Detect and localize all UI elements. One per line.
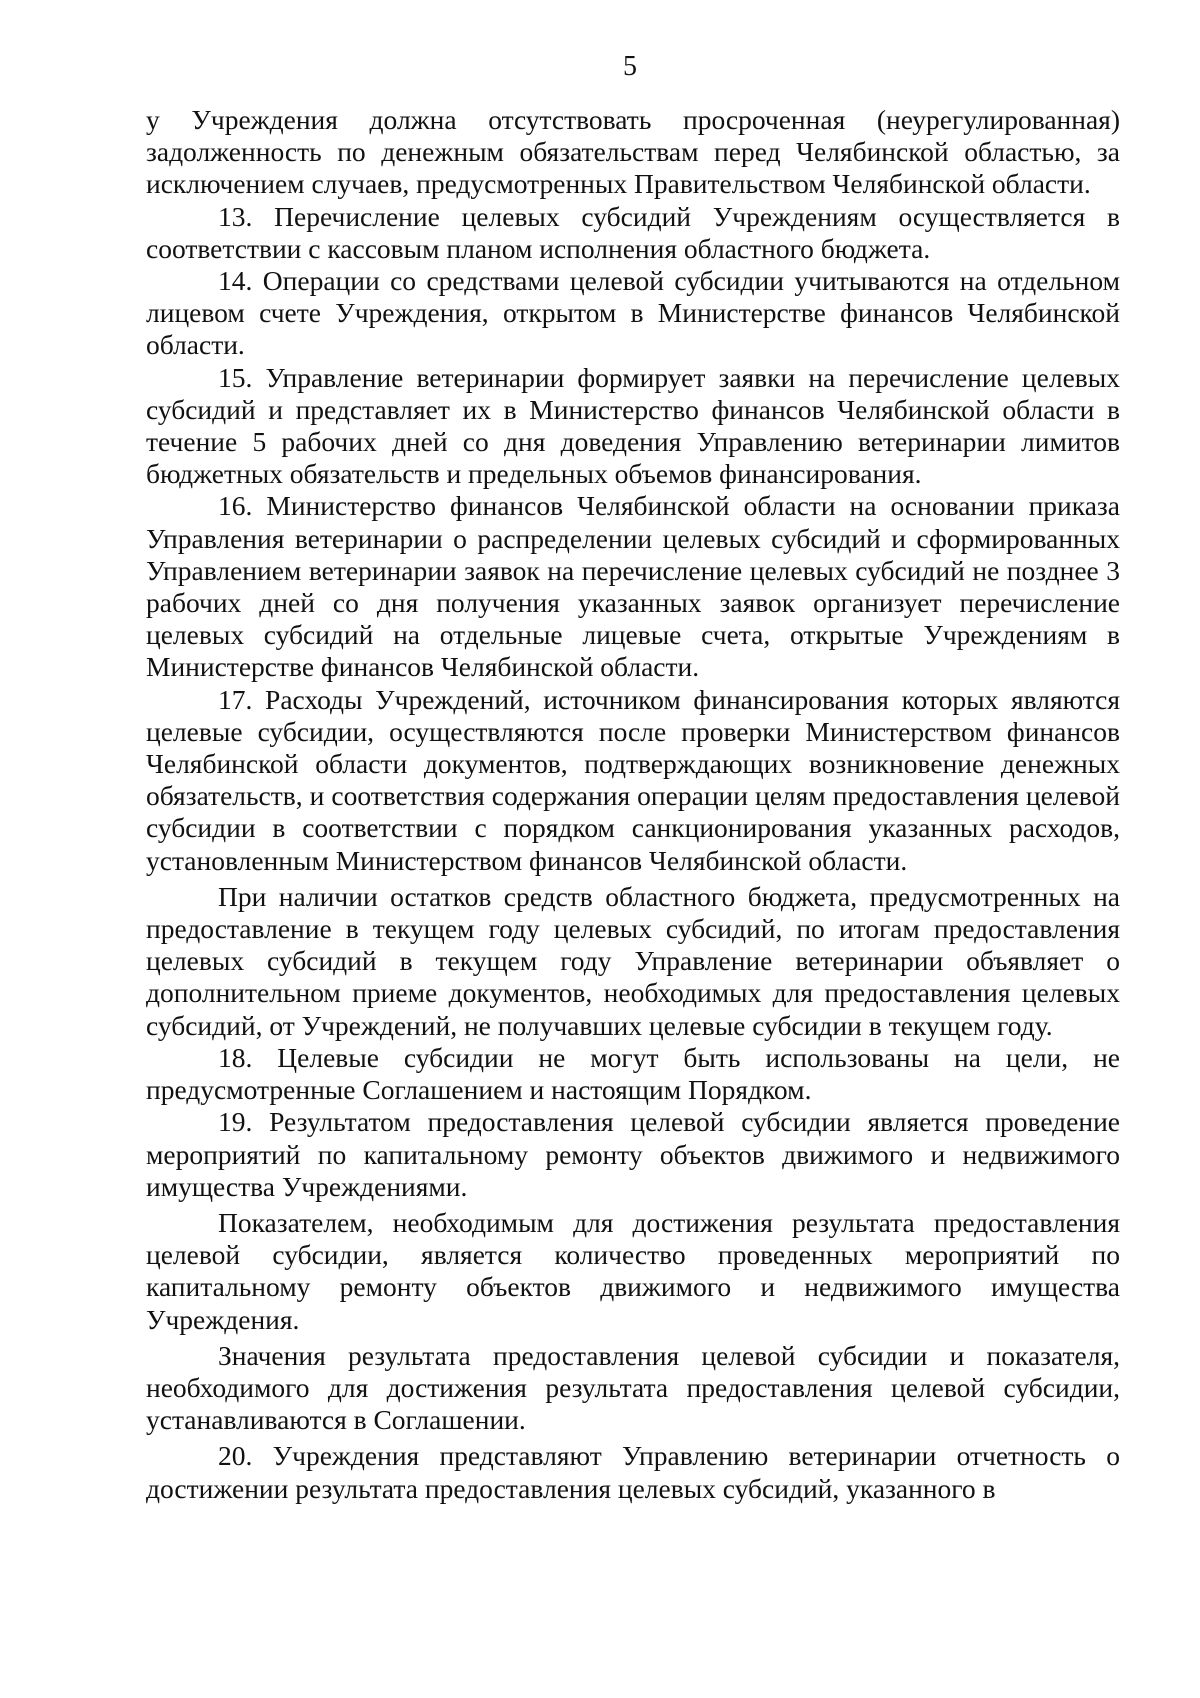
paragraph-15: 15. Управление ветеринарии формирует заявки на перечисление целевых субсидий и представляет их в Министерство финансов Челябинской области в течение 5 рабочих дней со дня доведения Управлению ветеринарии лимитов бюджетных обязательств и предельных объемов финансирования. [146, 361, 1120, 490]
document-body [146, 104, 1120, 1505]
paragraph-19: 19. Результатом предоставления целевой субсидии является проведение мероприятий по капитальному ремонту объектов движимого и недвижимого имущества Учреждениями. [146, 1106, 1120, 1202]
page-number: 5 [623, 51, 637, 82]
paragraph-13: 13. Перечисление целевых субсидий Учреждениям осуществляется в соответствии с кассовым планом исполнения областного бюджета. [146, 200, 1120, 264]
paragraph-18: 18. Целевые субсидии не могут быть использованы на цели, не предусмотренные Соглашением и настоящим Порядком. [146, 1041, 1120, 1106]
paragraph-19-indicator: Показателем, необходимым для достижения результата предоставления целевой субсидии, является количество проведенных мероприятий по капитальному ремонту объектов движимого и недвижимого имущества Учреждения. [146, 1206, 1120, 1335]
paragraph-continuation: у Учреждения должна отсутствовать просроченная (неурегулированная) задолженность по денежным обязательствам перед Челябинской областью, за исключением случаев, предусмотренных Правительством Челябинской области. [146, 104, 1120, 200]
paragraph-19-values: Значения результата предоставления целевой субсидии и показателя, необходимого для достижения результата предоставления целевой субсидии, устанавливаются в Соглашении. [146, 1339, 1120, 1436]
paragraph-14: 14. Операции со средствами целевой субсидии учитываются на отдельном лицевом счете Учреждения, открытом в Министерстве финансов Челябинской области. [146, 265, 1120, 361]
paragraph-20: 20. Учреждения представляют Управлению ветеринарии отчетность о достижении результата предоставления целевых субсидий, указанного в [146, 1440, 1120, 1504]
paragraph-17-remainders: При наличии остатков средств областного бюджета, предусмотренных на предоставление в текущем году целевых субсидий, по итогам предоставления целевых субсидий в текущем году Управление ветеринарии объявляет о дополнительном приеме документов, необходимых для предоставления целевых субсидий, от Учреждений, не получавших целевые субсидии в текущем году. [146, 880, 1120, 1041]
paragraph-17: 17. Расходы Учреждений, источником финансирования которых являются целевые субсидии, осуществляются после проверки Министерством финансов Челябинской области документов, подтверждающих возникновение денежных обязательств, и соответствия содержания операции целям предоставления целевой субсидии в соответствии с порядком санкционирования указанных расходов, установленным Министерством финансов Челябинской области. [146, 683, 1120, 876]
paragraph-16: 16. Министерство финансов Челябинской области на основании приказа Управления ветеринарии о распределении целевых субсидий и сформированных Управлением ветеринарии заявок на перечисление целевых субсидий не позднее 3 рабочих дней со дня получения указанных заявок организует перечисление целевых субсидий на отдельные лицевые счета, открытые Учреждениям в Министерстве финансов Челябинской области. [146, 490, 1120, 683]
